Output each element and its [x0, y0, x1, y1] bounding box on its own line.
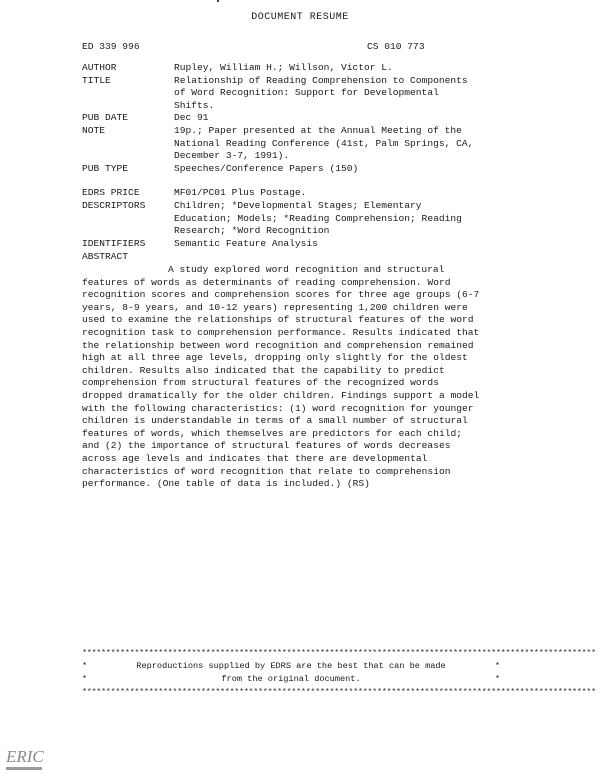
- star-left: *: [82, 661, 88, 671]
- field-line: 19p.; Paper presented at the Annual Meeting of the: [174, 124, 462, 136]
- metadata-fields: [82, 62, 502, 250]
- abstract-line: and (2) the importance of structural features of words decreases: [82, 440, 451, 452]
- abstract-line: used to examine the relationships of structural features of the word: [82, 314, 474, 326]
- field-edrs-price: [82, 187, 502, 200]
- field-line: Education; Models; *Reading Comprehension; Reading: [174, 212, 462, 224]
- field-pub-date: [82, 112, 502, 125]
- star-right: *: [494, 661, 500, 671]
- abstract-heading: ABSTRACT: [82, 251, 129, 262]
- notice-row: [82, 660, 500, 673]
- field-note: [82, 125, 502, 163]
- field-value: [174, 112, 502, 125]
- notice-row: [82, 673, 500, 686]
- ed-number: ED 339 996: [82, 41, 140, 52]
- field-line: Rupley, William H.; Willson, Victor L.: [174, 62, 393, 73]
- field-identifiers: [82, 238, 502, 251]
- field-pub-type: [82, 163, 502, 176]
- abstract-line: dropped dramatically for the older children. Findings support a model: [82, 389, 480, 401]
- abstract-line: years, 8-9 years, and 10-12 years) representing 1,200 children were: [82, 301, 468, 313]
- star-left: *: [82, 674, 88, 684]
- field-label: NOTE: [82, 124, 106, 136]
- eric-logo: [2, 738, 50, 774]
- field-value: [174, 75, 502, 113]
- field-value: [174, 200, 502, 238]
- scan-mark: [217, 0, 219, 2]
- field-label: PUB DATE: [82, 112, 129, 124]
- abstract-body: [82, 264, 482, 491]
- abstract-line: A study explored word recognition and structural: [168, 264, 445, 275]
- notice-line-1: Reproductions supplied by EDRS are the best that can be made: [136, 661, 446, 671]
- field-line: Research; *Word Recognition: [174, 225, 330, 237]
- field-line: Children; *Developmental Stages; Elementary: [174, 199, 422, 211]
- abstract-line: the relationship between word recognition and comprehension remained: [82, 339, 474, 351]
- field-label: DESCRIPTORS: [82, 199, 146, 211]
- cs-number: CS 010 773: [367, 41, 425, 52]
- abstract-line: recognition task to comprehension performance. Results indicated that: [82, 326, 480, 338]
- field-line: National Reading Conference (41st, Palm Springs, CA,: [174, 137, 474, 149]
- field-value: [174, 62, 502, 75]
- reproduction-notice: [82, 647, 596, 699]
- field-title: [82, 75, 502, 113]
- field-line: Shifts.: [174, 99, 215, 111]
- field-line: Semantic Feature Analysis: [174, 237, 318, 249]
- eric-logo-bar: [6, 767, 42, 770]
- abstract-line: comprehension from structural features of the recognized words: [82, 377, 439, 389]
- abstract-line: with the following characteristics: (1) word recognition for younger: [82, 402, 474, 414]
- notice-line-2: from the original document.: [221, 674, 361, 684]
- star-border-bottom: ************************************************************************************************************: [82, 687, 596, 697]
- document-title: DOCUMENT RESUME: [251, 12, 349, 23]
- field-descriptors: [82, 200, 502, 238]
- field-author: [82, 62, 502, 75]
- field-line: Dec 91: [174, 112, 209, 124]
- eric-logo-text: ERIC: [6, 747, 44, 766]
- field-value: [174, 163, 502, 176]
- field-line: Speeches/Conference Papers (150): [174, 162, 359, 174]
- abstract-line: features of words as determinants of reading comprehension. Word: [82, 276, 451, 288]
- abstract-line: recognition scores and comprehension scores for three age groups (6-7: [82, 289, 480, 301]
- field-label: AUTHOR: [82, 62, 117, 73]
- abstract-line: children. Results also indicated that the capability to predict: [82, 364, 445, 376]
- field-value: [174, 187, 502, 200]
- field-label: EDRS PRICE: [82, 187, 140, 199]
- abstract-line: features of words, which themselves are predictors for each child;: [82, 427, 462, 439]
- field-line: of Word Recognition: Support for Developmental: [174, 87, 439, 99]
- field-line: Relationship of Reading Comprehension to Components: [174, 74, 468, 86]
- field-value: [174, 125, 502, 163]
- field-label: TITLE: [82, 74, 111, 86]
- star-right: *: [494, 674, 500, 684]
- field-label: IDENTIFIERS: [82, 237, 146, 249]
- abstract-line: children is understandable in terms of a small number of structural: [82, 415, 468, 427]
- field-value: [174, 238, 502, 251]
- field-line: December 3-7, 1991).: [174, 150, 290, 162]
- abstract-line: high at all three age levels, dropping only slightly for the oldest: [82, 352, 468, 364]
- abstract-line: across age levels and indicates that there are developmental: [82, 452, 428, 464]
- field-line: MF01/PC01 Plus Postage.: [174, 187, 307, 199]
- star-border-top: ************************************************************************************************************: [82, 648, 596, 658]
- abstract-line: characteristics of word recognition that relate to comprehension: [82, 465, 451, 477]
- abstract-line: performance. (One table of data is included.) (RS): [82, 478, 370, 490]
- field-label: PUB TYPE: [82, 162, 129, 174]
